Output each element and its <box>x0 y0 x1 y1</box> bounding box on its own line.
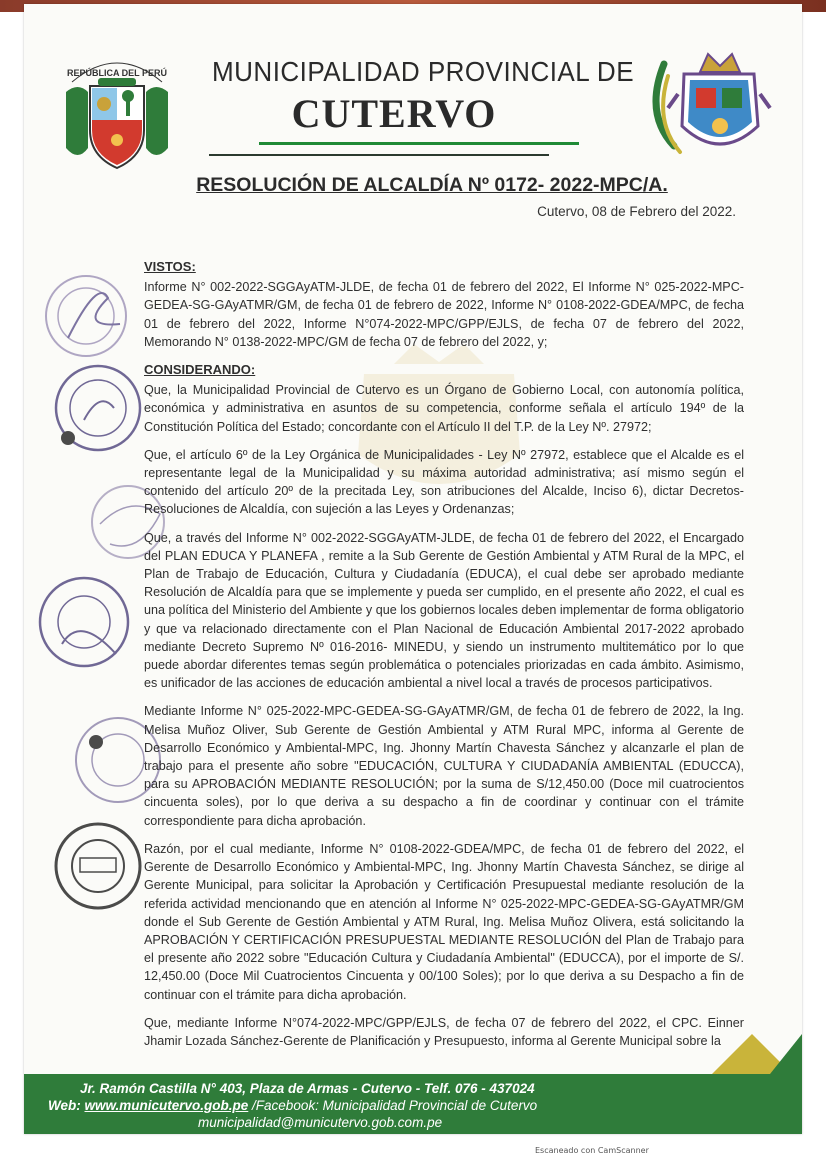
header-title-line2: CUTERVO <box>291 91 497 136</box>
footer-facebook: /Facebook: Municipalidad Provincial de Cutervo <box>252 1098 538 1113</box>
footer-email[interactable]: municipalidad@municutervo.gob.com.pe <box>198 1115 443 1130</box>
header-dark-rule <box>209 154 549 156</box>
footer-web-line <box>48 1097 608 1114</box>
considerando-paragraph: Mediante Informe N° 025-2022-MPC-GEDEA-SG-GAyATMR/GM, de fecha 01 de febrero de 2022, la Ing. Melisa Muñoz Oliver, Sub Gerente de Gestión Ambiental y ATM Rural MPC, informa al Gerente de Desarrollo Económico y Ambiental-MPC, Ing. Jhonny Martín Chavesta Sánchez y alcanzarle el plan de trabajo para el presente año sobre "EDUCACIÓN, CULTURA Y CIUDADANÍA AMBIENTAL (EDUCCA), para su APROBACIÓN MEDIANTE RESOLUCIÓN; por la suma de S/12,450.00 (Doce mil cuatrocientos cincuenta soles), por lo que deriva a su despacho a fin de coordinar y continuar con el trámite correspondiente para dicha aprobación. <box>144 704 744 828</box>
shield-text: REPÚBLICA DEL PERÚ <box>66 68 168 78</box>
considerando-heading: CONSIDERANDO: <box>144 362 256 378</box>
vistos-heading: VISTOS: <box>144 259 196 274</box>
header-green-rule <box>259 142 579 145</box>
considerando-paragraph: Razón, por el cual mediante, Informe N° 0108-2022-GDEA/MPC, de fecha 01 de febrero del 2022, el Gerente de Desarrollo Económico y Ambiental-MPC, Ing. Jhonny Martín Chavesta Sánchez, se dirige al Gerente Municipal, para solicitar la Aprobación y Certificación Presupuestal mediante resolución de la referida actividad mencionando que en atención al Informe N° 025-2022-MPC-GEDEA-SG-GAyATMR/GM donde el Sub Gerente de Gestión Ambiental y ATM Rural, Ing. Melisa Muñoz Olivera, está solicitando la APROBACIÓN Y CERTIFICACIÓN PRESUPUESTAL MEDIANTE RESOLUCIÓN del Plan de Trabajo para el presente año 2022 sobre "Educación Cultura y Ciudadanía Ambiental" (EDUCCA), por el importe de S/. 12,450.00 (Doce Mil Cuatrocientos Cincuenta y 00/100 Soles); por lo que deriva a su Despacho a fin de continuar con el trámite para dicha aprobación. <box>144 841 744 1002</box>
footer-contact <box>48 1080 608 1131</box>
cutervo-emblem-icon <box>634 34 774 164</box>
vistos-text: Informe N° 002-2022-SGGAyATM-JLDE, de fecha 01 de febrero del 2022, El Informe N° 025-2022-MPC-GEDEA-SG-GAyATMR/GM, de fecha 01 de febrero de 2022, Informe N° 0108-2022-GDEA/MPC, de fecha 01 de febrero del 2022, Informe N°074-2022-MPC/GPP/EJLS, de fecha 07 de febrero del 2022, Memorando N° 0138-2022-MPC/GM de fecha 07 de febrero del 2022, y; <box>144 280 744 349</box>
peru-coat-of-arms-icon <box>58 52 176 174</box>
seal-alcaldia-icon <box>38 268 134 364</box>
footer-address: Jr. Ramón Castilla N° 403, Plaza de Armas - Cutervo - Telf. 076 - 437024 <box>80 1081 535 1096</box>
seal-gerencia-municipal-icon <box>50 360 146 456</box>
considerando-paragraph: Que, la Municipalidad Provincial de Cutervo es un Órgano de Gobierno Local, con autonomía política, económica y administrativa en asuntos de su competencia, conforme señala el artículo 194º de la Constitución Política del Estado; concordante con el Artículo II del T.P. de la Ley Nº. 27972; <box>144 383 744 434</box>
considerando-paragraph: Que, mediante Informe N°074-2022-MPC/GPP/EJLS, de fecha 07 de febrero del 2022, el CPC. Einner Jhamir Lozada Sánchez-Gerente de Planificación y Presupuesto, informa al Gerente Municipal sobre la <box>144 1015 744 1048</box>
resolution-body <box>144 258 744 1060</box>
seal-planificacion-presupuesto-icon <box>50 818 146 914</box>
scanner-watermark: Escaneado con CamScanner <box>535 1146 649 1155</box>
resolution-date: Cutervo, 08 de Febrero del 2022. <box>537 204 736 219</box>
footer-web-label: Web: <box>48 1098 81 1113</box>
resolution-title: RESOLUCIÓN DE ALCALDÍA Nº 0172- 2022-MPC/A. <box>196 174 668 196</box>
considerando-paragraph: Que, a través del Informe N° 002-2022-SGGAyATM-JLDE, de fecha 01 de febrero del 2022, el Encargado del PLAN EDUCA Y PLANEFA , remite a la Sub Gerente de Gestión Ambiental y ATM Rural de la MPC, el Plan de Trabajo de Educación, Cultura y Ciudadanía (EDUCA), el cual debe ser aprobado mediante Resolución de Alcaldía para que se implemente y pueda ser cumplido, en el presente año 2022, el cual es una política del Ministerio del Ambiente y que los gobiernos locales deben implementar de forma obligatorio y que va relacionado directamente con el Plan Nacional de Educación Ambiental 2017-2022 aprobado mediante Decreto Supremo Nº 016-2016- MINEDU, y siendo un instrumento multitemático por lo que puede abordar diferentes temas según problemática o potenciales priorizadas en cada ámbito. Asimismo, es unificador de las acciones de educación ambiental a nivel local a través de procesos participativos. <box>144 530 744 691</box>
seal-administracion-financiera-icon <box>36 574 132 670</box>
considerando-paragraph: Que, el artículo 6º de la Ley Orgánica de Municipalidades - Ley Nº 27972, establece que el Alcalde es el representante legal de la Municipalidad y su máxima autoridad administrativa; así mismo según el contenido del artículo 20º de la precitada Ley, son atribuciones del Alcalde, Inciso 6), dictar Decretos-Resoluciones de Alcaldía, con sujeción a las Leyes y Ordenanzas; <box>144 447 744 517</box>
document-page <box>24 4 802 1134</box>
header-title-line1: MUNICIPALIDAD PROVINCIAL DE <box>212 56 635 87</box>
footer-web-link[interactable]: www.municutervo.gob.pe <box>84 1098 249 1113</box>
